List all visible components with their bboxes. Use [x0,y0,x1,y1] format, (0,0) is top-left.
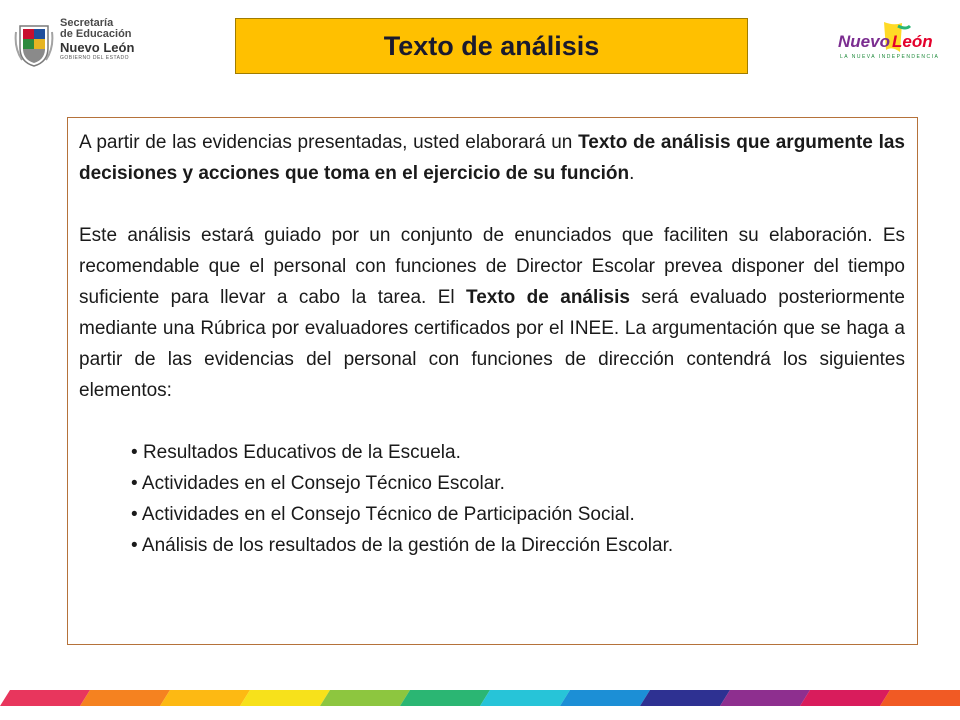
stripe-segment [160,690,250,706]
paragraph-guidance [79,220,905,406]
stripe-segment [800,690,890,706]
logo-tagline: LA NUEVA INDEPENDENCIA [840,54,940,60]
stripe-segment [80,690,170,706]
elements-list [79,437,905,561]
logo-line-4: GOBIERNO DEL ESTADO [60,55,129,61]
title-banner [235,18,748,74]
list-item [131,468,905,499]
paragraph-intro-tail: . [629,163,635,184]
list-item [131,530,905,561]
content-box [67,117,918,645]
nuevo-leon-logo [832,20,950,70]
list-item-text: Análisis de los resultados de la gestión de la Dirección Escolar. [141,535,674,556]
stripe-segment [640,690,730,706]
footer-color-stripe [0,690,960,706]
paragraph-intro-lead: A partir de las evidencias presentadas, usted elaborará un [79,132,579,153]
stripe-segment [480,690,570,706]
paragraph-guidance-part1: Este análisis estará guiado por un conjunto de enunciados que faciliten su elaboración. Es recomendable que el personal con funciones de Director Escolar prevea disponer del tiempo suficiente para llevar a cabo la tarea. El [79,225,905,308]
bullet-glyph: • [131,504,138,525]
logo-line-1: Secretaría [60,17,114,29]
logo-line-3: Nuevo León [60,40,135,55]
stripe-segment [720,690,810,706]
stripe-segment [560,690,650,706]
page-title: Texto de análisis [383,30,600,61]
stripe-segment [400,690,490,706]
stripe-segment [880,690,960,706]
paragraph-guidance-part2: será evaluado posteriormente mediante una Rúbrica por evaluadores certificados por el INEE. La argumentación que se haga a partir de las evidencias del personal con funciones de dirección contendrá los siguientes elementos: [79,287,906,401]
stripe-segment [240,690,330,706]
paragraph-guidance-bold: Texto de análisis [466,287,630,308]
paragraph-intro-bold: Texto de análisis que argumente las decisiones y acciones que toma en el ejercicio de su función [79,132,905,184]
stripe-segment [0,690,90,706]
logo-word-nuevo: Nuevo [838,32,890,51]
list-item-text: Actividades en el Consejo Técnico Escolar. [141,473,505,494]
list-item [131,437,905,468]
paragraph-intro [79,127,905,189]
list-item [131,499,905,530]
bullet-glyph: • [131,442,138,463]
logo-word-leon: León [892,32,933,51]
bullet-glyph: • [131,535,138,556]
list-item-text: Actividades en el Consejo Técnico de Participación Social. [141,504,635,525]
list-item-text: Resultados Educativos de la Escuela. [142,442,461,463]
logo-line-2: de Educación [60,28,132,40]
bullet-glyph: • [131,473,138,494]
stripe-segment [320,690,410,706]
secretaria-educacion-logo [14,16,144,72]
coat-of-arms-icon [14,22,54,68]
